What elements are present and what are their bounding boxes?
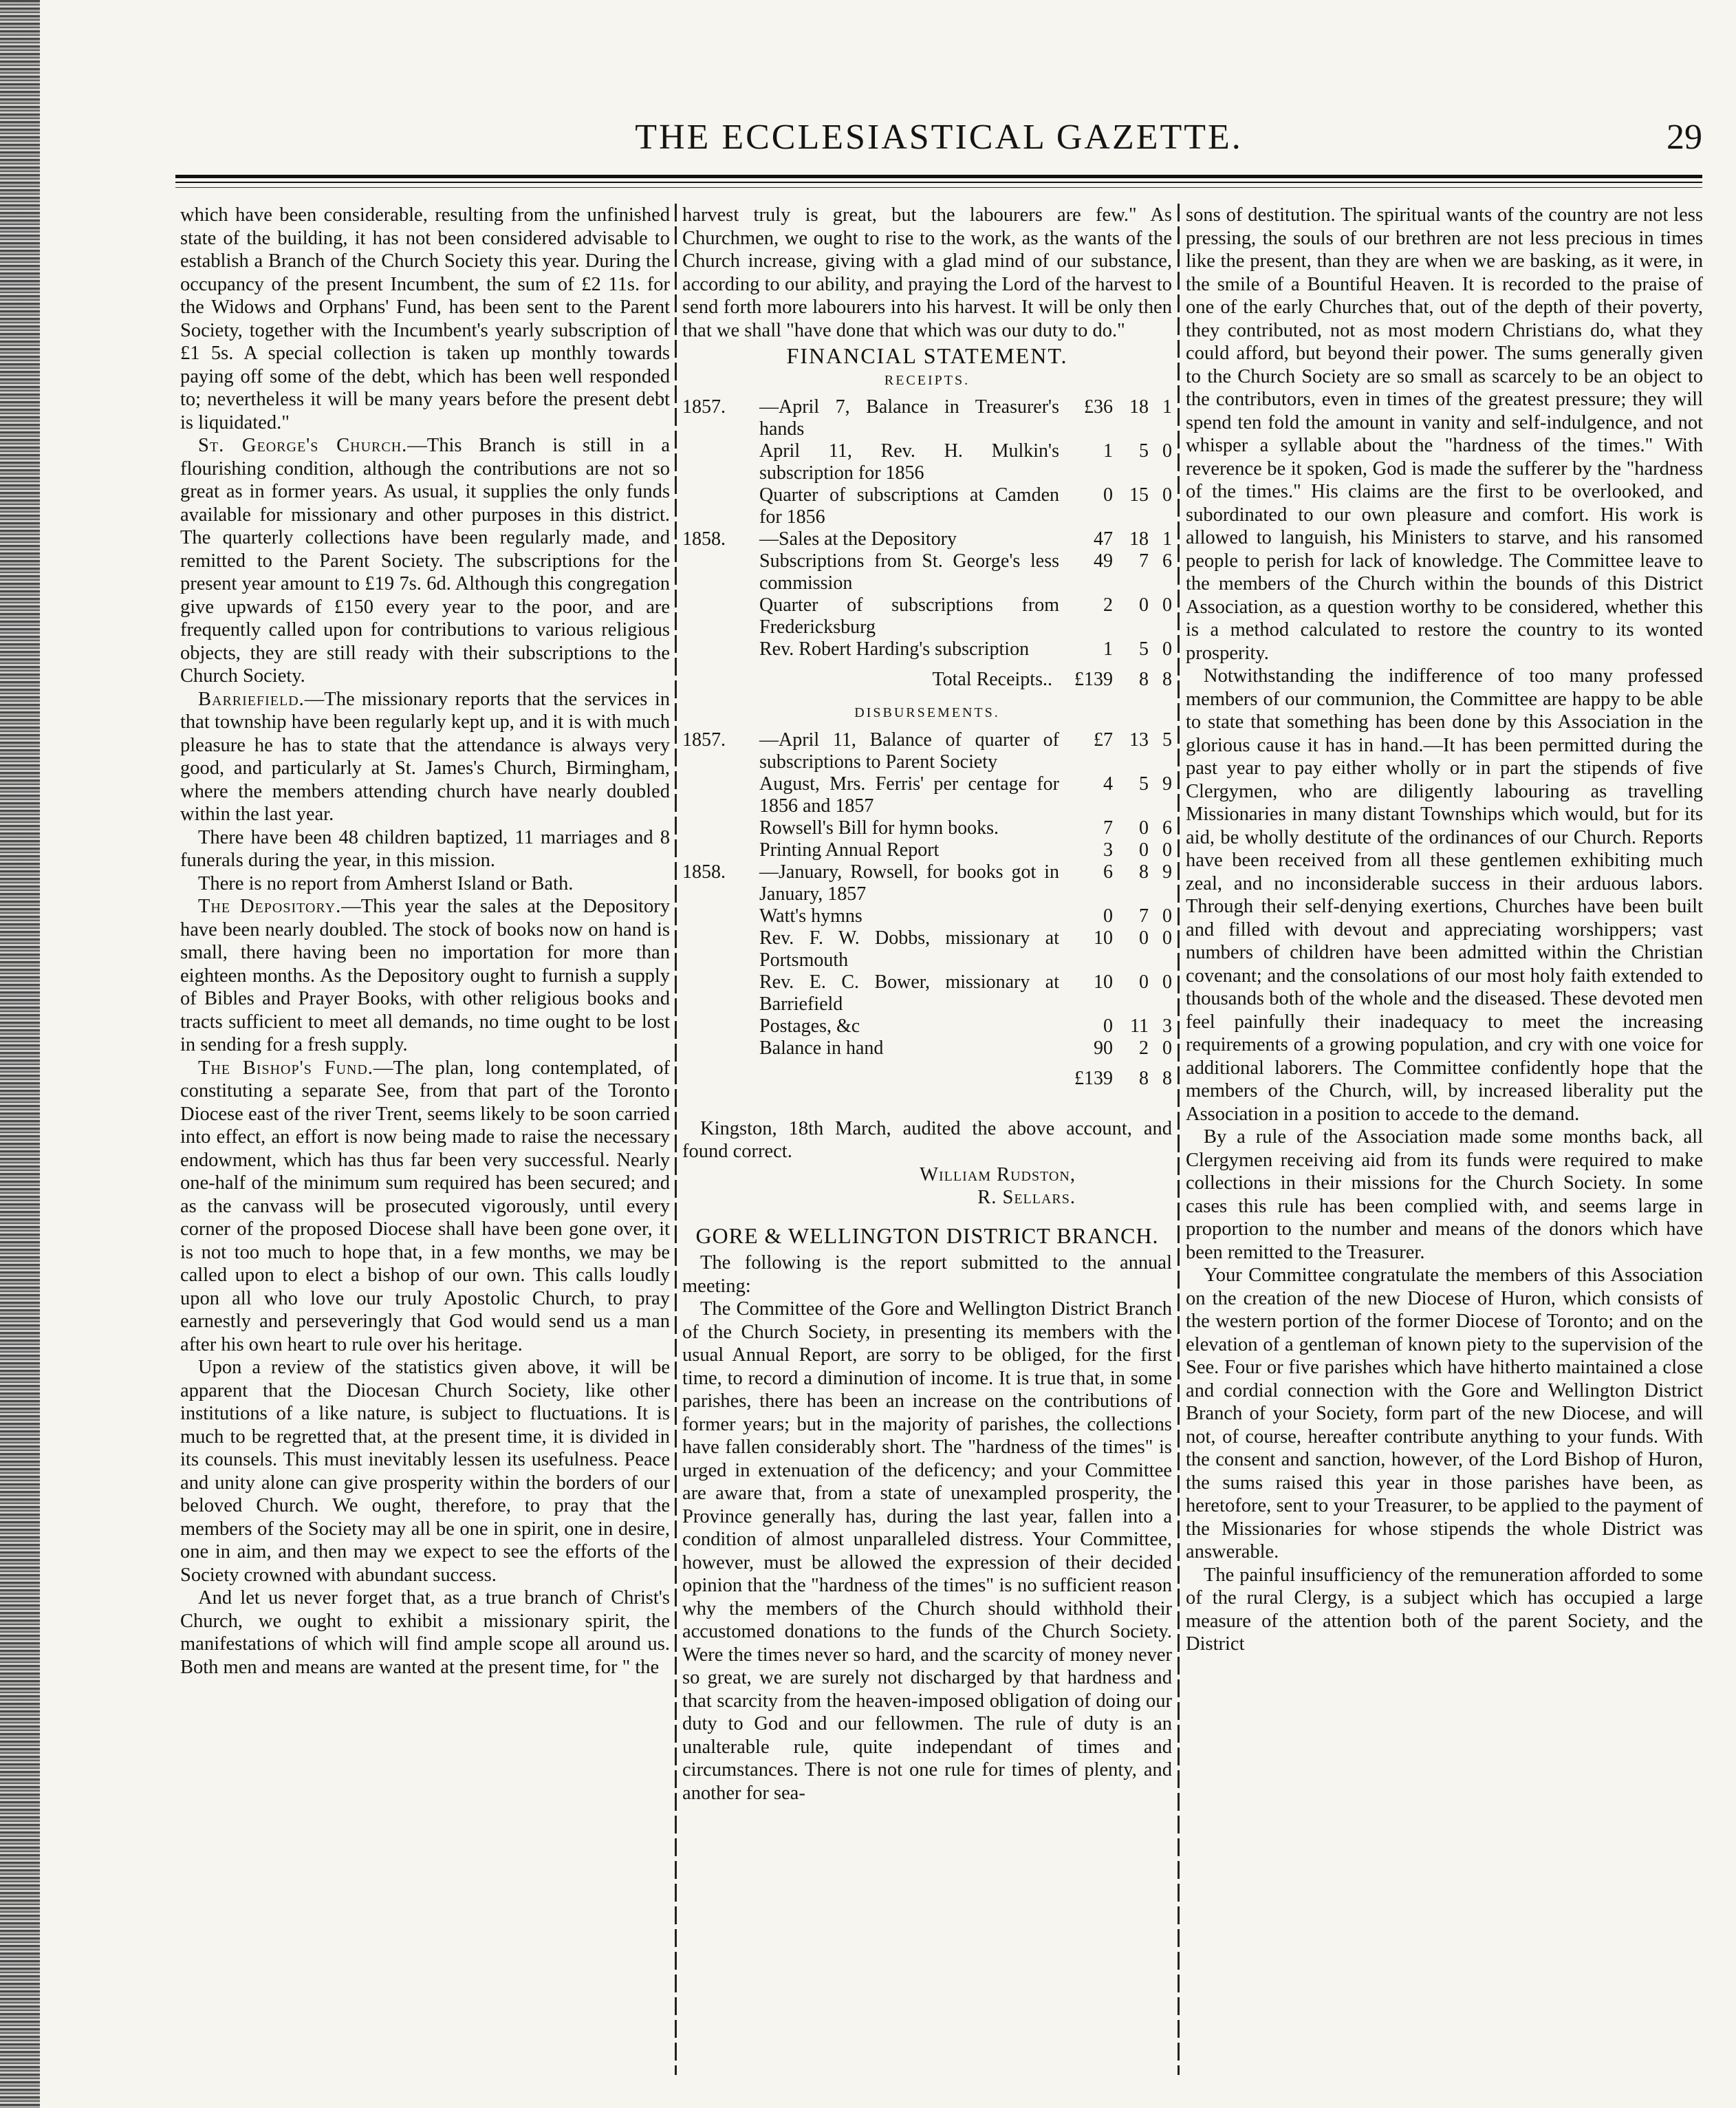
paragraph: The painful insufficiency of the remuneration afforded to some of the rural Clergy, is a subject which has occupied a large measure of the attention both of the parent Society, and the District (1186, 1564, 1703, 1655)
scanned-page-edge (0, 0, 40, 2108)
paragraph (180, 434, 670, 688)
ledger-description: —April 7, Balance in Treasurer's hands (759, 396, 1059, 440)
ledger-year: 1857. (682, 396, 726, 418)
header-rule-hairline (175, 187, 1702, 188)
ledger-description: Rowsell's Bill for hymn books. (759, 817, 999, 839)
shillings: 5 (1139, 638, 1149, 660)
ledger-row (682, 905, 1172, 927)
ledger-year (682, 817, 759, 839)
ledger-year (682, 905, 759, 927)
section-run-in-heading: The Depository. (198, 896, 342, 917)
ledger-year: 1858. (682, 528, 726, 550)
paragraph-text: —This year the sales at the Depository have been nearly doubled. The stock of books now on hand is small, there having been no importation for more than eighteen months. As the Depository ought to furnish a supply of Bibles and Prayer Books, with other religious books and tracts sufficient to meet all demands, no time ought to be lost in sending for a fresh supply. (180, 896, 670, 1055)
shillings: 5 (1139, 773, 1149, 795)
publication-title: THE ECCLESIASTICAL GAZETTE. (635, 118, 1243, 157)
header-rule-thick (175, 175, 1702, 178)
shillings: 7 (1139, 905, 1149, 927)
pounds: 10 (1094, 927, 1113, 949)
ledger-row (682, 773, 1172, 817)
section-run-in-heading: St. George's Church. (198, 435, 408, 456)
page-header (175, 117, 1702, 165)
paragraph (180, 895, 670, 1057)
ledger-description: —April 11, Balance of quarter of subscriptions to Parent Society (759, 729, 1059, 773)
ledger-year (682, 594, 759, 638)
pounds: £36 (1084, 396, 1113, 418)
total-label (759, 1060, 1059, 1090)
ledger-row (682, 729, 1172, 773)
pence: 1 (1162, 396, 1172, 418)
ledger-description: Quarter of subscriptions from Fredericksburg (759, 594, 1059, 638)
pence: 8 (1162, 669, 1172, 690)
gore-wellington-heading: GORE & WELLINGTON DISTRICT BRANCH. (695, 1223, 1159, 1248)
ledger-year (682, 927, 759, 971)
ledger-row (682, 861, 1172, 905)
ledger-row (682, 927, 1172, 971)
pence: 0 (1162, 594, 1172, 616)
pence: 1 (1162, 528, 1172, 550)
shillings: 8 (1139, 861, 1149, 883)
shillings: 0 (1139, 817, 1149, 839)
paragraph: harvest truly is great, but the labourers are few." As Churchmen, we ought to rise to the work, as the wants of the Church increase, giving with a glad mind of our substance, according to our ability, and praying the Lord of the harvest to send forth more labourers into his harvest. It will be only then that we shall "have done that which was our duty to do." (682, 204, 1172, 341)
receipts-table (682, 396, 1172, 691)
pounds: 0 (1103, 484, 1113, 506)
shillings: 15 (1129, 484, 1149, 506)
shillings: 2 (1139, 1037, 1149, 1059)
ledger-row (682, 550, 1172, 594)
ledger-row (682, 594, 1172, 638)
ledger-description: April 11, Rev. H. Mulkin's subscription for 1856 (759, 440, 1059, 484)
pounds: 47 (1094, 528, 1113, 550)
ledger-description: August, Mrs. Ferris' per centage for 1856 and 1857 (759, 773, 1059, 817)
shillings: 0 (1139, 927, 1149, 949)
ledger-description: —January, Rowsell, for books got in January, 1857 (759, 861, 1059, 905)
paragraph: Your Committee congratulate the members of this Association on the creation of the new Diocese of Huron, which consists of the western portion of the former Diocese of Toronto; and on the elevation of a gentleman of known piety to the supervision of the See. Four or five parishes which have hitherto maintained a close and cordial connection with the Gore and Wellington District Branch of your Society, form part of the new Diocese, and will not, of course, hereafter contribute anything to your funds. With the consent and sanction, however, of the Lord Bishop of Huron, the sums raised this year in those parishes have been, as heretofore, sent to your Treasurer, to be applied to the payment of the Missionaries for whose stipends the whole District was answerable. (1186, 1265, 1703, 1562)
paragraph: Upon a review of the statistics given above, it will be apparent that the Diocesan Church Society, like other institutions of a like nature, is subject to fluctuations. It is much to be regretted that, at the present time, it is divided in its counsels. This must inevitably lessen its usefulness. Peace and unity alone can give prosperity within the borders of our beloved Church. We ought, therefore, to pray that the members of the Society may all be one in spirit, one in desire, one in aim, and then may we expect to see the efforts of the Society crowned with abundant success. (180, 1357, 670, 1586)
section-run-in-heading: Barriefield. (198, 688, 305, 710)
ledger-row (682, 638, 1172, 660)
ledger-year: 1857. (682, 729, 726, 751)
pence: 9 (1162, 773, 1172, 795)
ledger-year (682, 638, 759, 660)
pence: 0 (1162, 927, 1172, 949)
pounds: 2 (1103, 594, 1113, 616)
ledger-description: Rev. E. C. Bower, missionary at Barriefield (759, 971, 1059, 1015)
column-divider (1178, 204, 1180, 2075)
paragraph: There is no report from Amherst Island or Bath. (198, 872, 574, 894)
ledger-description: Printing Annual Report (759, 839, 940, 861)
section-run-in-heading: The Bishop's Fund. (198, 1057, 373, 1079)
pounds: 3 (1103, 839, 1113, 861)
pence: 6 (1162, 817, 1172, 839)
paragraph-text: —The missionary reports that the services in that township have been regularly kept up, and it is with much pleasure he has to state that the attendance is always very good, and particularly at St. James's Church, Birmingham, where the members attending church have nearly doubled within the last year. (180, 688, 670, 825)
pence: 9 (1162, 861, 1172, 883)
pounds: £139 (1074, 669, 1113, 690)
shillings: 5 (1139, 440, 1149, 462)
pounds: 10 (1094, 971, 1113, 993)
ledger-row (682, 1037, 1172, 1060)
total-label: Total Receipts.. (932, 669, 1052, 690)
ledger-row (682, 440, 1172, 484)
paragraph (180, 1057, 670, 1357)
shillings: 8 (1139, 1067, 1149, 1089)
pence: 0 (1162, 839, 1172, 861)
pence: 8 (1162, 1067, 1172, 1089)
pence: 0 (1162, 638, 1172, 660)
disbursements-heading: DISBURSEMENTS. (854, 705, 1000, 720)
shillings: 8 (1139, 669, 1149, 690)
ledger-description: Rev. F. W. Dobbs, missionary at Portsmouth (759, 927, 1059, 971)
paragraph (180, 688, 670, 826)
ledger-year (682, 550, 759, 594)
paragraph-text: —The plan, long contemplated, of constituting a separate See, from that part of the Toronto Diocese east of the river Trent, seems likely to be soon carried into effect, an effort is now being made to raise the necessary endowment, which has thus far been very successful. Nearly one-half of the minimum sum required has been secured; and as the canvass will be prosecuted vigorously, until every corner of the proposed Diocese shall have been gone over, it is not too much to hope that, in a few months, we may be called upon to elect a bishop of our own. This calls loudly upon all who love our truly Apostolic Church, to pray earnestly and perseveringly that God would send us a man after his own heart to rule over his heritage. (180, 1057, 670, 1355)
shillings: 0 (1139, 839, 1149, 861)
auditor-signature: R. Sellars. (977, 1187, 1076, 1208)
pence: 6 (1162, 550, 1172, 572)
pounds: 1 (1103, 638, 1113, 660)
ledger-row (682, 396, 1172, 440)
pence: 3 (1162, 1015, 1172, 1037)
ledger-description: Balance in hand (759, 1037, 884, 1059)
shillings: 18 (1129, 396, 1149, 418)
ledger-description: Quarter of subscriptions at Camden for 1856 (759, 484, 1059, 528)
ledger-description: Postages, &c (759, 1015, 860, 1037)
paragraph: By a rule of the Association made some months back, all Clergymen receiving aid from its funds were required to make collections in their missions for the Church Society. In some cases this rule has been complied with, and seems large in proportion to the number and means of the donors which have been remitted to the Treasurer. (1186, 1126, 1703, 1263)
column-2 (682, 204, 1172, 2075)
pounds: 49 (1094, 550, 1113, 572)
pounds: 4 (1103, 773, 1113, 795)
paragraph-text: —This Branch is still in a flourishing condition, although the contributions are not so great as in former years. As usual, it supplies the only funds available for missionary and other purposes in this district. The quarterly collections have been regularly made, and remitted to the Parent Society. The subscriptions for the present year amount to £19 7s. 6d. Although this congregation give upwards of £150 every year to the poor, and are frequently called upon for contributions to various religious objects, they are still ready with their subscriptions to the Church Society. (180, 435, 670, 687)
ledger-description: Watt's hymns (759, 905, 862, 927)
pence: 0 (1162, 971, 1172, 993)
pounds: 90 (1094, 1037, 1113, 1059)
ledger-row (682, 528, 1172, 550)
pence: 0 (1162, 1037, 1172, 1059)
column-1 (180, 204, 670, 2075)
receipts-heading: RECEIPTS. (884, 372, 970, 388)
pounds: £7 (1094, 729, 1113, 751)
ledger-description: Subscriptions from St. George's less commission (759, 550, 1059, 594)
paragraph: which have been considerable, resulting from the unfinished state of the building, it has not been considered advisable to establish a Branch of the Church Society this year. During the occupancy of the present Incumbent, the sum of £2 11s. for the Widows and Orphans' Fund, has been sent to the Parent Society, together with the Incumbent's yearly subscription of £1 5s. A special collection is taken up monthly towards paying off some of the debt, which has been well responded to; nevertheless it will be many years before the present debt is liquidated." (180, 204, 670, 433)
shillings: 7 (1139, 550, 1149, 572)
ledger-year (682, 1037, 759, 1060)
shillings: 0 (1139, 971, 1149, 993)
paragraph: And let us never forget that, as a true branch of Christ's Church, we ought to exhibit a missionary spirit, the manifestations of which will find ample scope all around us. Both men and means are wanted at the present time, for " the (180, 1587, 670, 1678)
pence: 0 (1162, 905, 1172, 927)
pounds: 0 (1103, 1015, 1113, 1037)
ledger-row (682, 971, 1172, 1015)
ledger-description: —Sales at the Depository (759, 528, 957, 550)
ledger-year (682, 839, 759, 861)
paragraph: The Committee of the Gore and Wellington District Branch of the Church Society, in presenting its members with the usual Annual Report, are sorry to be obliged, for the first time, to record a diminution of income. It is true that, in some parishes, there has been an increase on the contributions of former years; but in the majority of parishes, the collections have fallen considerably short. The "hardness of the times" is urged in extenuation of the deficency; and your Committee are aware that, from a state of unexampled prosperity, the Province generally has, during the last year, fallen into a condition of almost unparalleled distress. Your Committee, however, must be allowed the expression of their decided opinion that the "hardness of the times" is no sufficient reason why the members of the Church should withhold their accustomed donations to the funds of the Church Society. Were the times never so hard, and the scarcity of money never so great, we are surely not discharged by that hardness and that scarcity from the heaven-imposed obligation of doing our duty to God and our fellowmen. The rule of duty is an unalterable rule, quite independant of times and circumstances. There is not one rule for times of plenty, and another for sea- (682, 1298, 1172, 1804)
ledger-year (682, 484, 759, 528)
financial-statement-heading: FINANCIAL STATEMENT. (786, 343, 1068, 368)
column-divider (675, 204, 677, 2075)
ledger-row (682, 1015, 1172, 1037)
ledger-row (682, 839, 1172, 861)
pence: 5 (1162, 729, 1172, 751)
ledger-year (682, 971, 759, 1015)
shillings: 18 (1129, 528, 1149, 550)
disbursements-table (682, 729, 1172, 1090)
ledger-year: 1858. (682, 861, 726, 883)
ledger-description: Rev. Robert Harding's subscription (759, 638, 1030, 660)
receipts-total-row (682, 660, 1172, 691)
paragraph: sons of destitution. The spiritual wants of the country are not less pressing, the souls of our brethren are not less precious in times like the present, than they are when we are basking, as it were, in the smile of a Bountiful Heaven. It is recorded to the praise of one of the early Churches that, out of the depth of their poverty, they contributed, not as most modern Christians do, what they could afford, but beyond their power. The sums generally given to the Church Society are so small as scarcely to be an object to the contributors, even in times of the greatest pressure; they will spend ten fold the amount in vanity and self-indulgence, and not whisper a syllable about the "hardness of the times." With reverence be it spoken, God is made the sufferer by the "hardness of the times." His claims are the first to be overlooked, and subordinated to our own pleasure and comfort. His work is allowed to languish, his Ministers to starve, and his ransomed people to perish for lack of knowledge. The Committee leave to the members of the Church within the bounds of this District Association, as a question worthy to be considered, whether this is a method calculated to restore the country to its wonted prosperity. (1186, 204, 1703, 664)
column-3 (1186, 204, 1703, 2075)
auditor-signature: William Rudston, (920, 1163, 1076, 1185)
pence: 0 (1162, 484, 1172, 506)
disbursements-total-row (682, 1060, 1172, 1090)
ledger-year (682, 440, 759, 484)
page-number: 29 (1667, 118, 1702, 157)
pounds: 7 (1103, 817, 1113, 839)
ledger-year (682, 1015, 759, 1037)
shillings: 0 (1139, 594, 1149, 616)
header-rule-thin (175, 182, 1702, 183)
pounds: 0 (1103, 905, 1113, 927)
paragraph: There have been 48 children baptized, 11 marriages and 8 funerals during the year, in this mission. (180, 826, 670, 871)
pounds: 1 (1103, 440, 1113, 462)
pence: 0 (1162, 440, 1172, 462)
audit-note: Kingston, 18th March, audited the above account, and found correct. (682, 1117, 1172, 1162)
ledger-year (682, 773, 759, 817)
pounds: 6 (1103, 861, 1113, 883)
shillings: 11 (1130, 1015, 1149, 1037)
paragraph: The following is the report submitted to the annual meeting: (682, 1252, 1172, 1297)
ledger-row (682, 484, 1172, 528)
shillings: 13 (1129, 729, 1149, 751)
pounds: £139 (1074, 1067, 1113, 1089)
paragraph: Notwithstanding the indifference of too many professed members of our communion, the Committee are happy to be able to state that something has been done by this Association in the glorious cause it has in hand.—It has been permitted during the past year to pay either wholly or in part the stipends of five Clergymen, who are diligently labouring as travelling Missionaries in many distant Townships which would, but for its aid, be wholly destitute of the ordinances of our Church. Reports have been received from all these gentlemen exhibiting much zeal, and no inconsiderable success in their arduous labors. Through their self-denying exertions, Churches have been built and filled with devout and appreciating worshippers; vast numbers of children have been admitted within the Christian covenant; and the consolations of our most holy faith extended to thousands both of the whole and the diseased. These devoted men feel painfully their inadequacy to meet the increasing requirements of a growing population, and cry with one voice for additional laborers. The Committee confidently hope that the members of the Church, will, by increased liberality put the Association in a position to accede to the demand. (1186, 665, 1703, 1125)
ledger-row (682, 817, 1172, 839)
